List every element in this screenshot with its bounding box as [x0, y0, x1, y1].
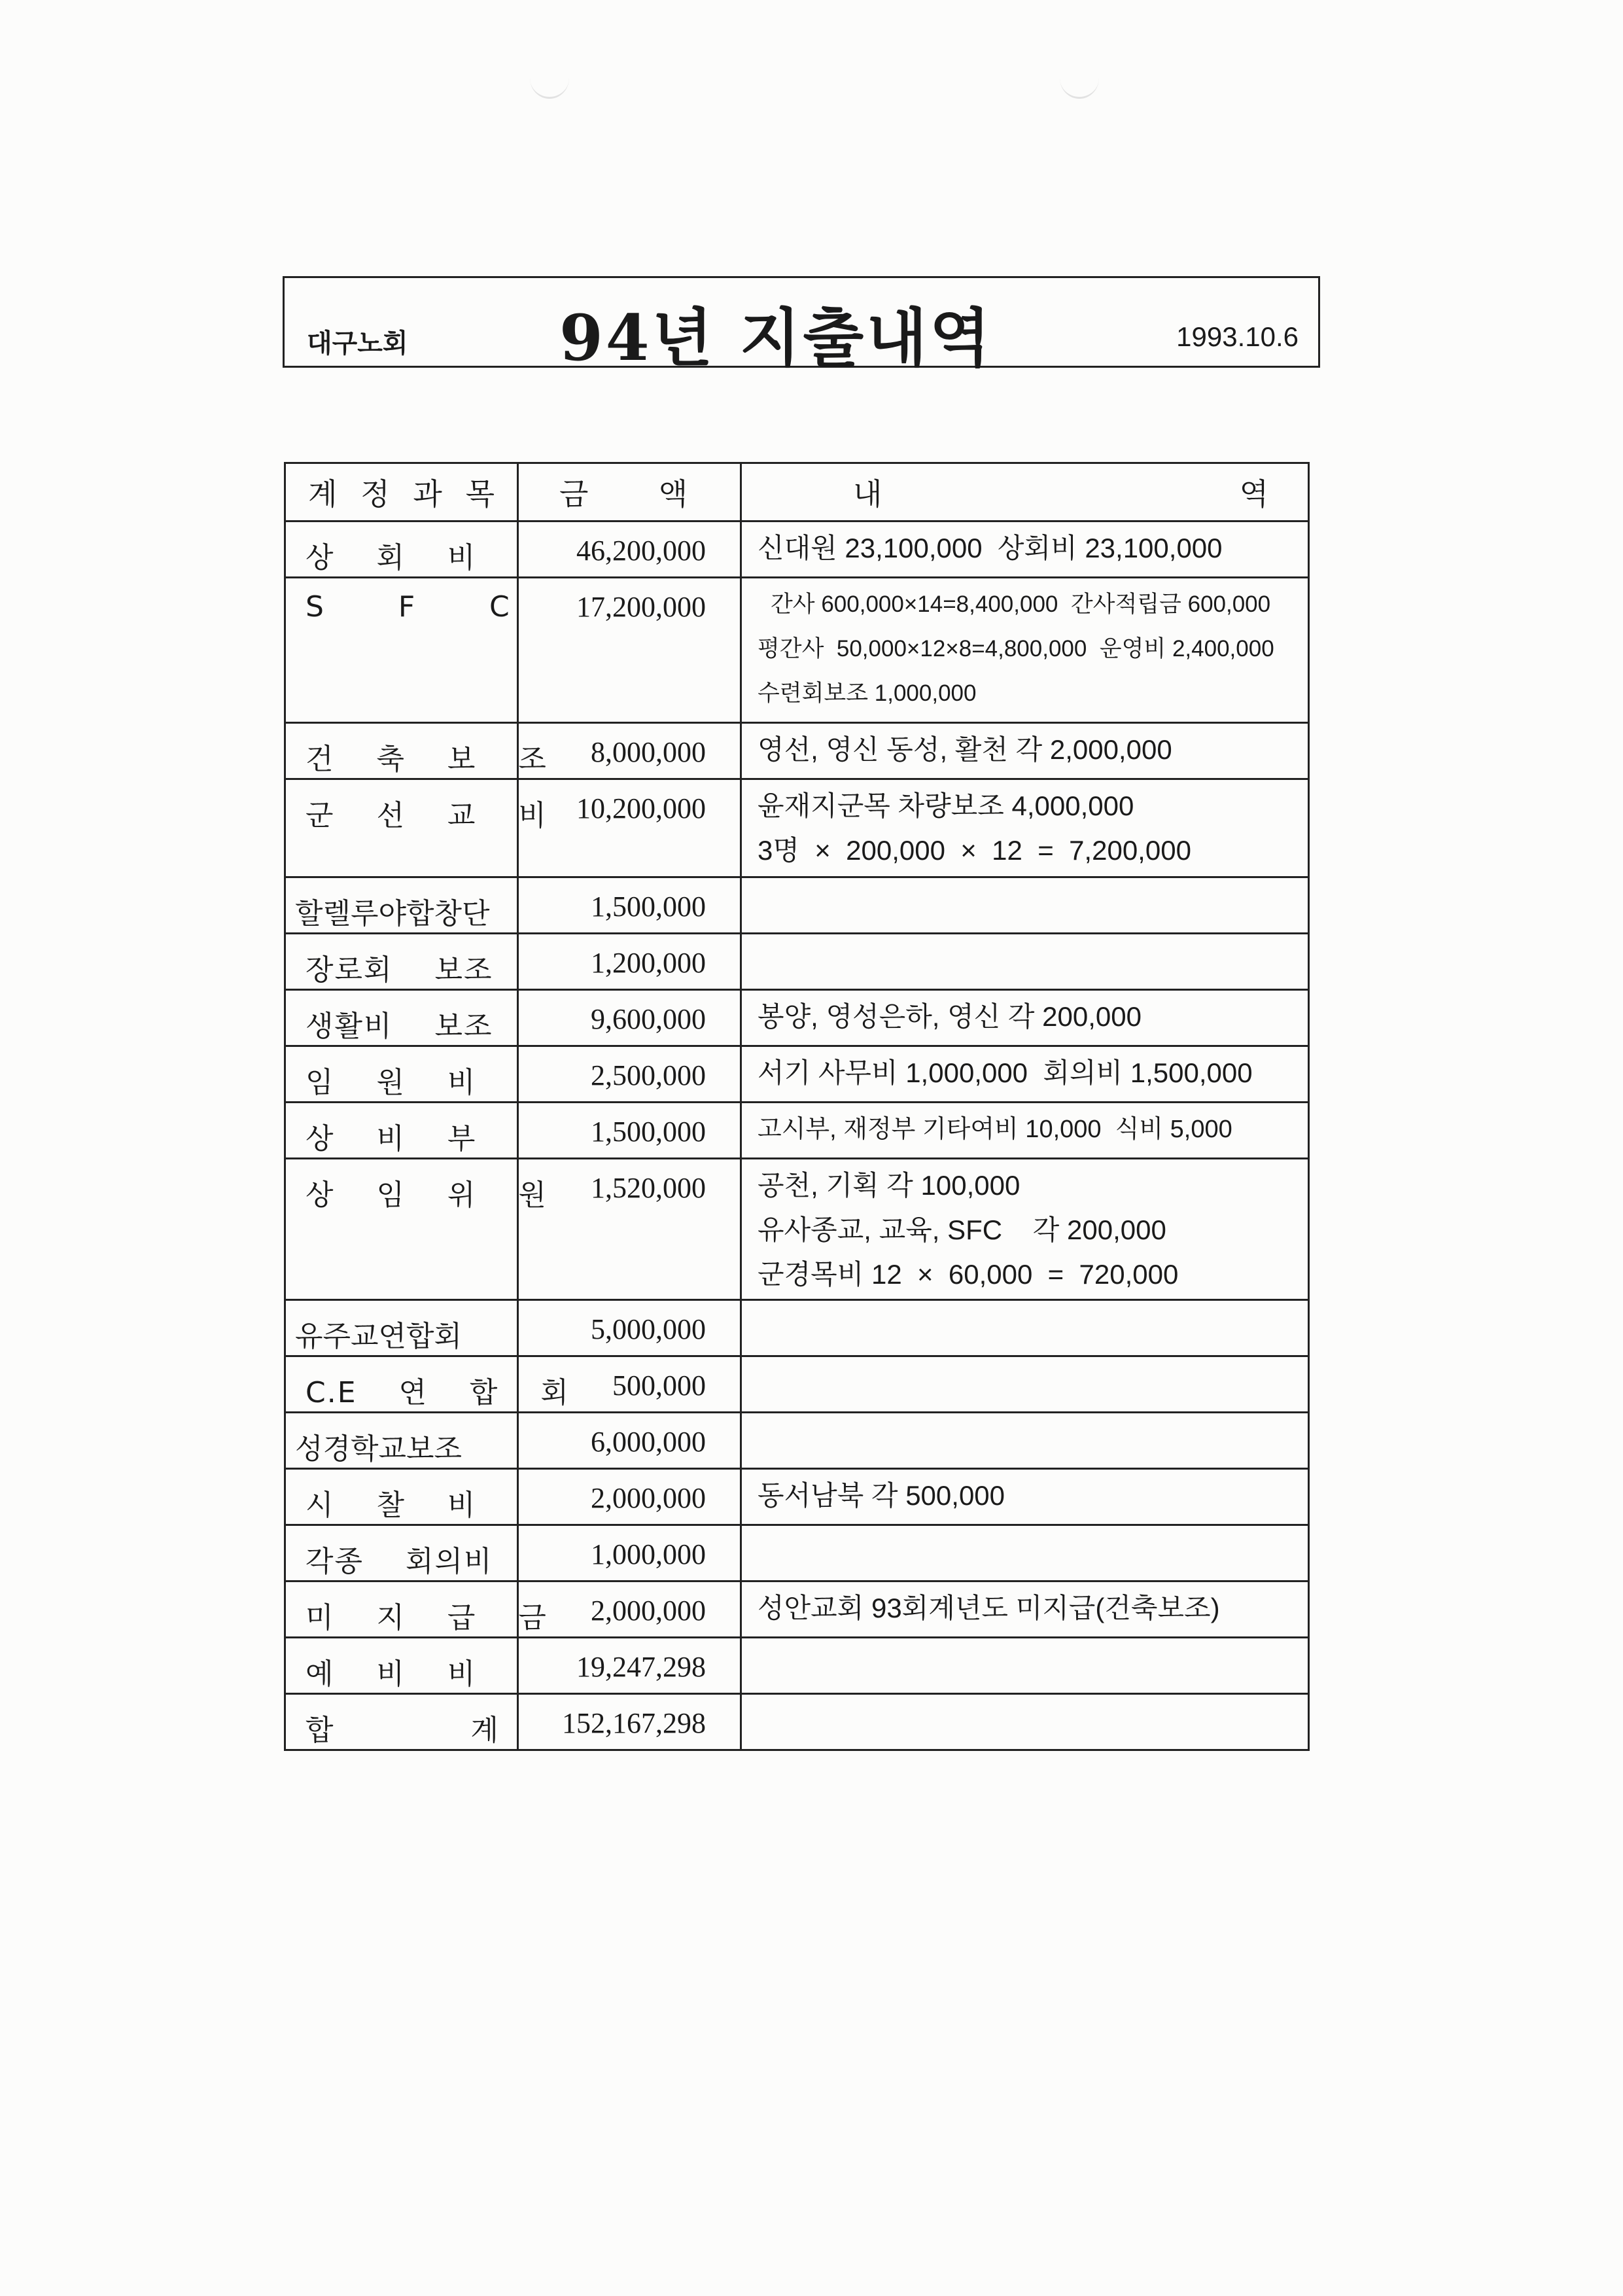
- detail-text: [742, 1574, 1308, 1631]
- table-row: [285, 877, 1309, 934]
- punch-hole-mark: [1060, 58, 1099, 99]
- account-name: 예 비 비: [305, 1657, 477, 1691]
- account-name: 임 원 비: [305, 1066, 477, 1099]
- amount-value: 8,000,000: [591, 736, 706, 768]
- detail-text: [742, 571, 1308, 716]
- account-name: 장로회 보조: [305, 953, 493, 987]
- amount-value: 1,200,000: [591, 947, 706, 979]
- amount-value: 2,000,000: [591, 1595, 706, 1627]
- account-name: 군 선 교 비: [305, 799, 548, 832]
- amount-value: 6,000,000: [591, 1426, 706, 1458]
- org-name: 대구노회: [307, 328, 408, 359]
- detail-line: 3명 × 200,000 × 12 = 7,200,000: [758, 835, 1191, 866]
- column-header-text: 금: [559, 476, 589, 512]
- detail-line: 영선, 영신 동성, 활천 각 2,000,000: [758, 734, 1172, 765]
- table-row: [285, 578, 1309, 723]
- table-row: [285, 1413, 1309, 1469]
- account-name: 상 비 부: [305, 1122, 477, 1156]
- detail-line: 봉양, 영성은하, 영신 각 200,000: [758, 1001, 1142, 1032]
- table-row: [285, 1159, 1309, 1300]
- column-header-text: 역: [1239, 476, 1268, 512]
- detail-line: 윤재지군목 차량보조 4,000,000: [758, 790, 1134, 821]
- detail-text: [742, 927, 1308, 938]
- amount-value: 10,200,000: [576, 792, 706, 824]
- table-row: [285, 779, 1309, 877]
- table-row: [285, 723, 1309, 779]
- amount-value: 1,000,000: [591, 1538, 706, 1570]
- detail-text: [742, 716, 1308, 772]
- account-name: 할렐루야합창단: [295, 897, 490, 930]
- amount-value: 152,167,298: [562, 1707, 706, 1739]
- detail-line: 공천, 기획 각 100,000: [758, 1170, 1021, 1201]
- detail-line: 서기 사무비 1,000,000 회의비 1,500,000: [758, 1057, 1253, 1088]
- table-row: [285, 1638, 1309, 1694]
- account-name: 시 찰 비: [305, 1489, 477, 1522]
- detail-text: [742, 1039, 1308, 1095]
- account-name: 각종 회의비: [305, 1545, 493, 1578]
- account-name: C.E 연 합 회: [305, 1376, 570, 1409]
- account-name: S F C: [305, 590, 511, 624]
- expense-table: [284, 462, 1310, 1751]
- detail-line: 유사종교, 교육, SFC 각 200,000: [758, 1214, 1166, 1245]
- detail-text: [742, 1095, 1308, 1152]
- column-header-text: 내: [853, 476, 882, 512]
- column-header-text: 목: [465, 476, 495, 512]
- detail-line: 고시부, 재정부 기타여비 10,000 식비 5,000: [758, 1116, 1232, 1143]
- detail-text: [742, 1349, 1308, 1361]
- table-row: [285, 934, 1309, 990]
- detail-line: 성안교회 93회계년도 미지급(건축보조): [758, 1593, 1220, 1623]
- amount-value: 2,000,000: [591, 1482, 706, 1514]
- detail-line: 신대원 23,100,000 상회비 23,100,000: [758, 533, 1223, 563]
- detail-line: 수련회보조 1,000,000: [758, 680, 977, 706]
- column-header-text: 액: [658, 476, 688, 512]
- account-name: 건 축 보 조: [305, 743, 548, 776]
- account-name: 합 계: [305, 1714, 500, 1747]
- column-header-text: 과: [413, 476, 442, 512]
- table-row: [285, 1356, 1309, 1413]
- detail-text: [742, 514, 1308, 571]
- detail-text: [742, 983, 1308, 1039]
- page-title: 94년 지출내역: [559, 301, 993, 375]
- table-row: [285, 1046, 1309, 1103]
- detail-text: [742, 1518, 1308, 1530]
- column-header-details: [741, 463, 1309, 521]
- document-date: 1993.10.6: [1176, 321, 1299, 352]
- amount-value: 46,200,000: [576, 535, 706, 567]
- table-row: [285, 1103, 1309, 1159]
- table-row: [285, 990, 1309, 1046]
- document-header: [283, 276, 1320, 375]
- table-row: [285, 1300, 1309, 1356]
- account-name: 상 회 비: [305, 541, 477, 574]
- amount-value: 500,000: [612, 1369, 706, 1402]
- account-name: 미 지 급 금: [305, 1601, 548, 1634]
- amount-value: 17,200,000: [576, 591, 706, 623]
- detail-text: [742, 1687, 1308, 1699]
- amount-value: 9,600,000: [591, 1003, 706, 1035]
- account-name: 생활비 보조: [305, 1010, 493, 1043]
- column-header-text: 계: [308, 476, 338, 512]
- detail-text: [742, 1631, 1308, 1642]
- table-row: [285, 1694, 1309, 1750]
- amount-value: 1,520,000: [591, 1172, 706, 1204]
- detail-line: 평간사 50,000×12×8=4,800,000 운영비 2,400,000: [758, 636, 1274, 662]
- account-name: 상 임 위 원: [305, 1178, 548, 1212]
- amount-value: 5,000,000: [591, 1313, 706, 1345]
- amount-value: 1,500,000: [591, 891, 706, 923]
- punch-hole-mark: [530, 58, 569, 99]
- table-row: [285, 521, 1309, 578]
- column-header-text: 정: [360, 476, 390, 512]
- table-row: [285, 1581, 1309, 1638]
- table-header-row: [285, 463, 1309, 521]
- detail-line: 간사 600,000×14=8,400,000 간사적립금 600,000: [771, 592, 1271, 617]
- detail-text: [742, 772, 1308, 873]
- detail-text: [742, 1462, 1308, 1518]
- table-row: [285, 1525, 1309, 1581]
- detail-line: 동서남북 각 500,000: [758, 1480, 1005, 1511]
- amount-value: 19,247,298: [576, 1651, 706, 1683]
- column-header-account: [285, 463, 518, 521]
- detail-line: 군경목비 12 × 60,000 = 720,000: [758, 1259, 1179, 1290]
- amount-value: 2,500,000: [591, 1059, 706, 1091]
- amount-value: 1,500,000: [591, 1116, 706, 1148]
- column-header-amount: [518, 463, 741, 521]
- account-name: 유주교연합회: [295, 1320, 462, 1353]
- detail-text: [742, 1405, 1308, 1417]
- table-row: [285, 1469, 1309, 1525]
- account-name: 성경학교보조: [295, 1432, 462, 1466]
- detail-text: [742, 1152, 1308, 1297]
